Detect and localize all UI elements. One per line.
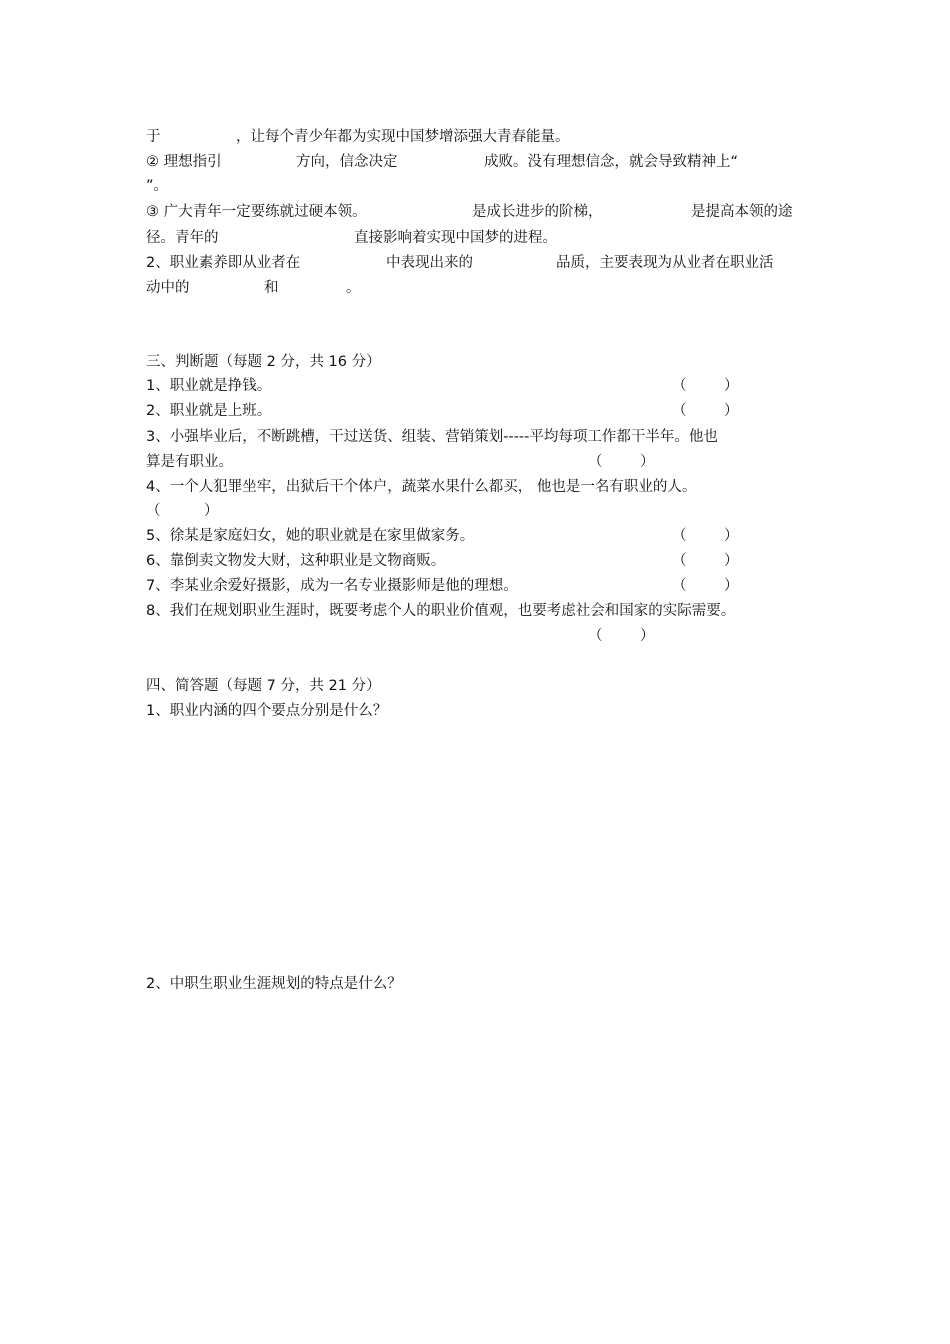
answer-paren-close: ） [724, 403, 739, 419]
answer-paren-open: （ [672, 378, 687, 394]
fill-text: 。 [346, 280, 361, 296]
question-text: 6、靠倒卖文物发大财，这种职业是文物商贩。 [146, 553, 446, 569]
fill-text: 2、职业素养即从业者在 [146, 255, 301, 271]
question-text: 2、职业就是上班。 [146, 403, 272, 419]
question-text: 7、李某业余爱好摄影，成为一名专业摄影师是他的理想。 [146, 578, 518, 594]
fill-text: ③ 广大青年一定要练就过硬本领。 [146, 204, 367, 220]
answer-paren-open: （ [672, 553, 687, 569]
fill-text: 成败。没有理想信念，就会导致精神上“ [484, 154, 739, 170]
answer-paren-close: ） [724, 528, 739, 544]
fill-text: ”。 [146, 178, 169, 194]
answer-paren-close: ） [724, 553, 739, 569]
judge-q4-line1: 4、一个人犯罪坐牢，出狱后干个体户，蔬菜水果什么都买， 他也是一名有职业的人。 [146, 479, 697, 495]
answer-paren-close: ） [724, 578, 739, 594]
answer-paren-close: ） [640, 454, 655, 470]
judge-q3-line1: 3、小强毕业后，不断跳槽，干过送货、组装、营销策划-----平均每项工作都干半年。他也 [146, 429, 718, 445]
question-text: 算是有职业。 [146, 454, 233, 470]
fill-text: ，让每个青少年都为实现中国梦增添强大青春能量。 [236, 129, 570, 145]
fill-text: 径。青年的 [146, 230, 219, 246]
fill-text: 于 [146, 129, 161, 145]
fill-text: 动中的 [146, 280, 190, 296]
answer-paren-open: （ [672, 578, 687, 594]
judge-q8-line1: 8、我们在规划职业生涯时，既要考虑个人的职业价值观，也要考虑社会和国家的实际需要。 [146, 603, 736, 619]
answer-paren-close: ） [204, 503, 219, 519]
fill-text: 方向，信念决定 [296, 154, 398, 170]
answer-paren-open: （ [146, 503, 161, 519]
fill-text: 是提高本领的途 [691, 204, 793, 220]
short-q1: 1、职业内涵的四个要点分别是什么？ [146, 703, 388, 719]
answer-paren-open: （ [672, 528, 687, 544]
fill-text: 品质，主要表现为从业者在职业活 [556, 255, 774, 271]
section3-title: 三、判断题（每题 2 分，共 16 分） [146, 354, 381, 370]
answer-paren-open: （ [672, 403, 687, 419]
fill-text: ② 理想指引 [146, 154, 222, 170]
fill-text: 和 [264, 280, 279, 296]
fill-text: 中表现出来的 [386, 255, 473, 271]
question-text: 1、职业就是挣钱。 [146, 378, 272, 394]
answer-paren-open: （ [588, 454, 603, 470]
section4-title: 四、简答题（每题 7 分，共 21 分） [146, 678, 381, 694]
answer-paren-close: ） [724, 378, 739, 394]
fill-text: 是成长进步的阶梯， [472, 204, 603, 220]
fill-text: 直接影响着实现中国梦的进程。 [354, 230, 557, 246]
question-text: 5、徐某是家庭妇女，她的职业就是在家里做家务。 [146, 528, 475, 544]
short-q2: 2、中职生职业生涯规划的特点是什么？ [146, 976, 402, 992]
answer-paren-open: （ [588, 628, 603, 644]
answer-paren-close: ） [640, 628, 655, 644]
